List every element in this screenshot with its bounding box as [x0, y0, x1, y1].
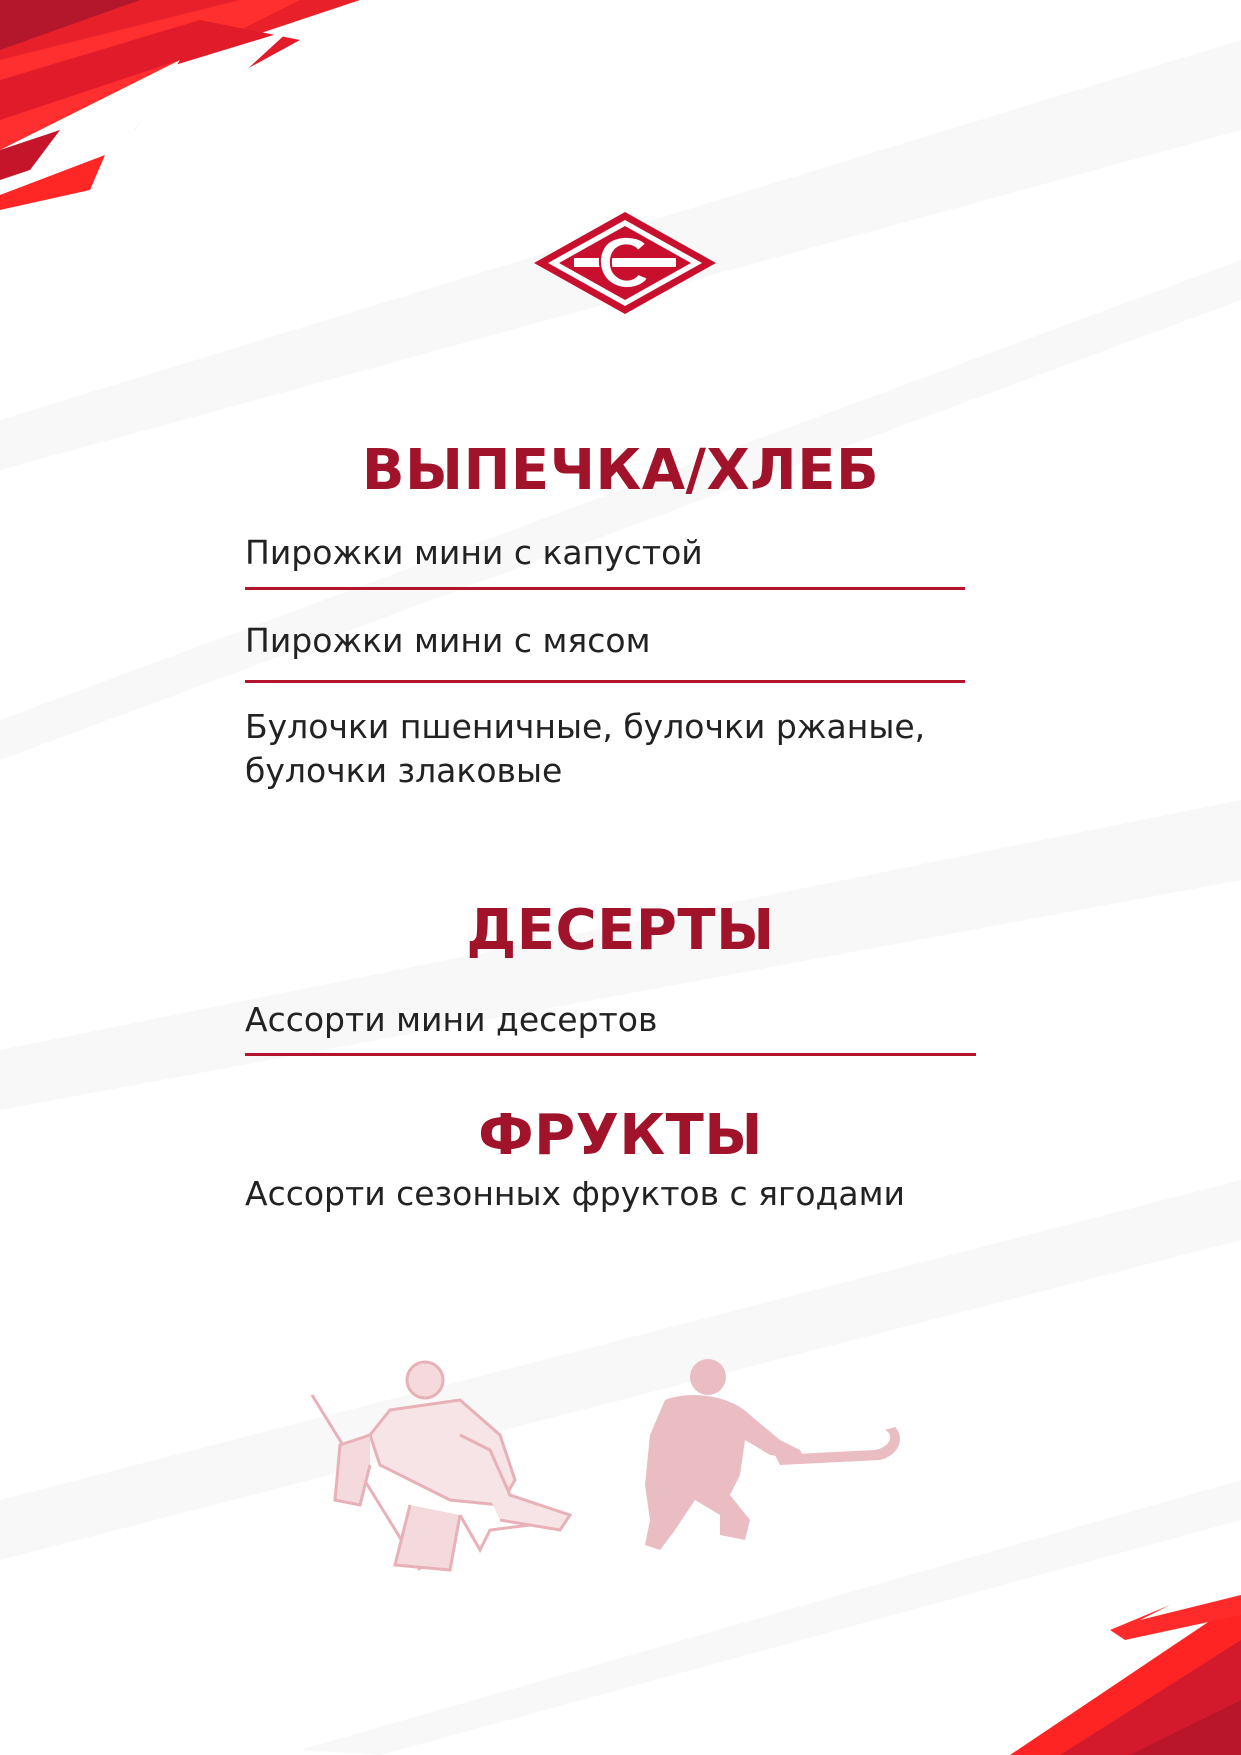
top-left-corner-decor	[0, 0, 360, 210]
menu-item: Ассорти мини десертов	[245, 1000, 658, 1039]
menu-item: Пирожки мини с капустой	[245, 533, 703, 572]
hockey-players-decor	[300, 1355, 900, 1585]
section-title-desserts: ДЕСЕРТЫ	[466, 898, 775, 963]
divider	[245, 680, 965, 683]
divider	[245, 1053, 976, 1056]
menu-item: Ассорти сезонных фруктов с ягодами	[245, 1174, 905, 1213]
spartak-logo-icon	[534, 212, 716, 314]
bottom-right-corner-decor	[1010, 1595, 1241, 1755]
menu-item-continued: булочки злаковые	[245, 751, 563, 790]
menu-item: Булочки пшеничные, булочки ржаные,	[245, 707, 926, 746]
hockey-player-icon	[645, 1359, 900, 1550]
section-title-fruits: ФРУКТЫ	[478, 1103, 763, 1168]
menu-item: Пирожки мини с мясом	[245, 621, 651, 660]
hockey-goalie-icon	[312, 1362, 570, 1570]
divider	[245, 587, 965, 590]
section-title-pastry: ВЫПЕЧКА/ХЛЕБ	[361, 438, 880, 503]
